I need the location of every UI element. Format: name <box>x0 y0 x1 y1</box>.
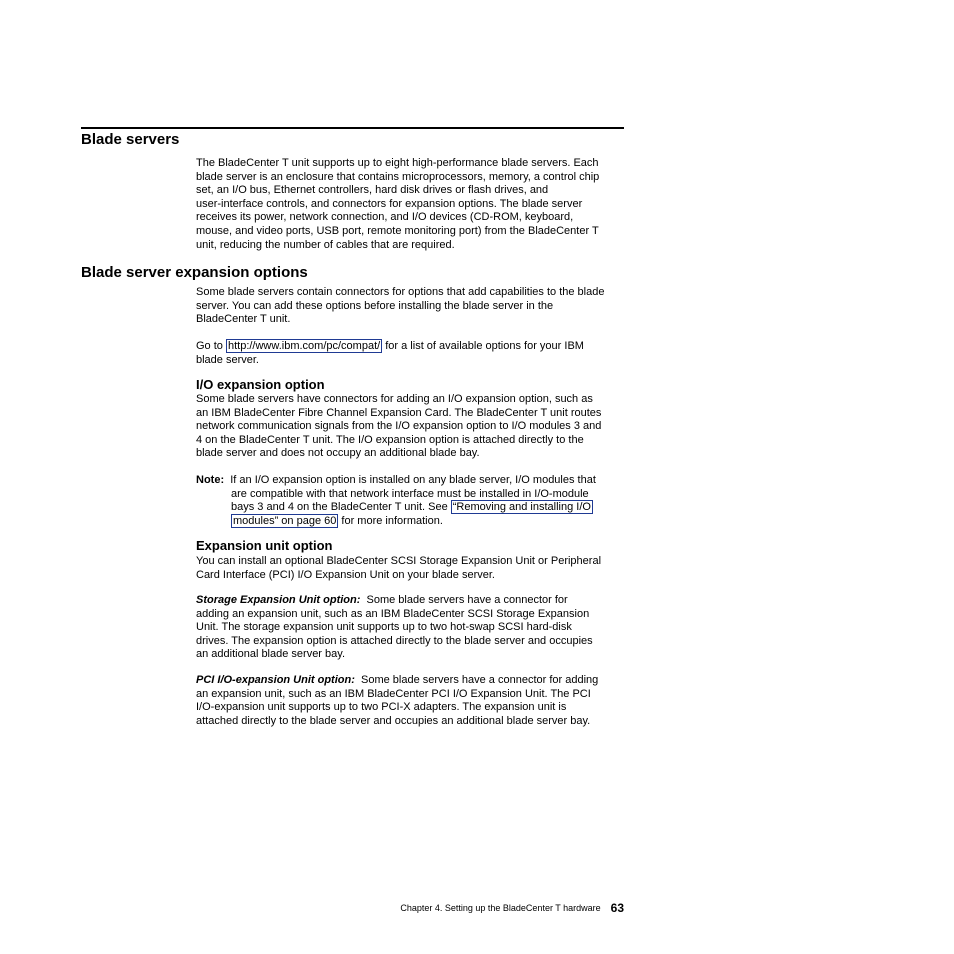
text-line: mouse, and video ports, USB port, remote monitoring port) from the BladeCenter T <box>196 224 599 237</box>
paragraph-storage-expansion <box>196 594 628 662</box>
note-text: for more information. <box>338 514 443 527</box>
text-line: adding an expansion unit, such as an IBM BladeCenter SCSI Storage Expansion <box>196 607 590 620</box>
text-line: server. You can add these options before installing the blade server in the <box>196 299 554 312</box>
note-label: Note: <box>196 474 225 486</box>
text-line: The BladeCenter T unit supports up to eight high-performance blade servers. Each <box>196 157 599 169</box>
text-line: Unit. The storage expansion unit supports up to two hot-swap SCSI hard-disk <box>196 621 572 634</box>
text-line <box>196 340 628 354</box>
text-line: Card Interface (PCI) I/O Expansion Unit on your blade server. <box>196 568 495 581</box>
text-line: set, an I/O bus, Ethernet controllers, hard disk drives or flash drives, and <box>196 184 549 197</box>
text-line: are compatible with that network interface must be installed in I/O-module <box>231 487 589 500</box>
note-text: If an I/O expansion option is installed on any blade server, I/O modules that <box>230 474 596 486</box>
pci-text: Some blade servers have a connector for adding <box>361 674 599 686</box>
note-text: bays 3 and 4 on the BladeCenter T unit. See <box>231 501 451 514</box>
footer-chapter: Chapter 4. Setting up the BladeCenter T hardware <box>400 902 601 913</box>
section-rule <box>81 127 624 129</box>
text-line: an expansion unit, such as an IBM BladeCenter PCI I/O Expansion Unit. The PCI <box>196 687 591 700</box>
paragraph-goto <box>196 340 628 367</box>
heading-expansion-options: Blade server expansion options <box>81 264 308 281</box>
text-line: drives. The expansion option is attached directly to the blade server and occupies <box>196 634 593 647</box>
paragraph-io-expansion <box>196 393 628 461</box>
text-line: 4 on the BladeCenter T unit. The I/O expansion option is attached directly to the <box>196 433 584 446</box>
text-line: Some blade servers have connectors for adding an I/O expansion option, such as <box>196 393 593 405</box>
io-modules-link-part1[interactable]: “Removing and installing I/O <box>452 501 591 514</box>
pci-inline-heading: PCI I/O-expansion Unit option: <box>196 674 355 686</box>
compat-link[interactable]: http://www.ibm.com/pc/compat/ <box>227 340 381 352</box>
text-line <box>196 594 628 608</box>
text-line: user-interface controls, and connectors for expansion options. The blade server <box>196 197 583 210</box>
text-line: BladeCenter T unit. <box>196 313 291 326</box>
page-footer <box>360 899 624 917</box>
paragraph-blade-servers <box>196 157 628 252</box>
goto-suffix: for a list of available options for your IBM <box>382 340 584 352</box>
text-line: attached directly to the blade server and occupies an additional blade server bay. <box>196 714 591 727</box>
io-modules-link-part2[interactable]: modules” on page 60 <box>233 514 337 527</box>
text-line: Some blade servers contain connectors for options that add capabilities to the blade <box>196 286 605 298</box>
text-line <box>196 674 628 688</box>
text-line: unit, reducing the number of cables that are required. <box>196 238 455 251</box>
text-line: blade server. <box>196 353 259 366</box>
paragraph-expansion-intro <box>196 286 628 327</box>
heading-io-expansion: I/O expansion option <box>196 377 325 392</box>
text-line <box>196 474 628 488</box>
text-line <box>196 501 628 515</box>
text-line: receives its power, network connection, and I/O devices (CD-ROM, keyboard, <box>196 211 574 224</box>
text-line: an additional blade server bay. <box>196 648 346 661</box>
text-line: I/O-expansion unit supports up to two PCI-X adapters. The expansion unit is <box>196 701 567 714</box>
heading-expansion-unit: Expansion unit option <box>196 538 333 553</box>
text-line: blade server is an enclosure that contains microprocessors, memory, a control chip <box>196 170 600 183</box>
paragraph-expansion-unit <box>196 555 628 582</box>
storage-inline-heading: Storage Expansion Unit option: <box>196 594 361 606</box>
text-line: blade server and does not occupy an additional blade bay. <box>196 447 480 460</box>
heading-blade-servers: Blade servers <box>81 131 180 148</box>
text-line: an IBM BladeCenter Fibre Channel Expansion Card. The BladeCenter T unit routes <box>196 406 602 419</box>
text-line: network communication signals from the I/O expansion option to I/O modules 3 and <box>196 420 602 433</box>
goto-prefix: Go to <box>196 340 226 352</box>
text-line <box>196 515 628 529</box>
note-io-modules <box>196 474 628 528</box>
text-line: You can install an optional BladeCenter SCSI Storage Expansion Unit or Peripheral <box>196 555 602 567</box>
page-number: 63 <box>610 900 624 915</box>
paragraph-pci-expansion <box>196 674 628 728</box>
storage-text: Some blade servers have a connector for <box>366 594 568 606</box>
